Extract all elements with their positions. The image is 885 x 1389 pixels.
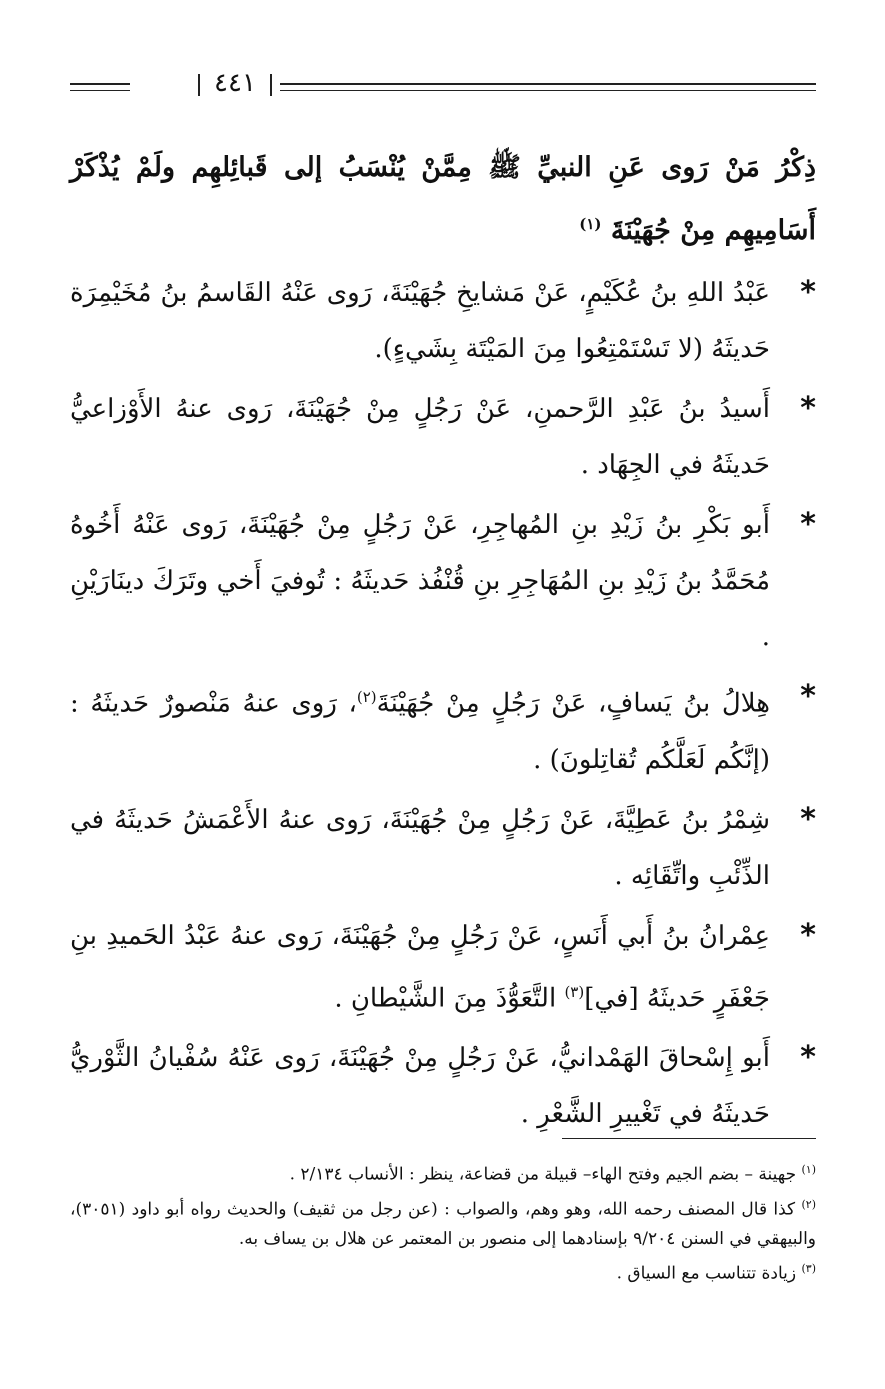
entry-text: شِمْرُ بنُ عَطِيَّةَ، عَنْ رَجُلٍ مِنْ جُهَيْنَةَ، رَوى عنهُ الأَعْمَشُ حَديثَهُ في الذِّئْبِ واتِّقَائِه . — [70, 804, 770, 891]
page-number: ٤٤١ — [214, 68, 256, 98]
chapter-title — [70, 140, 816, 259]
bullet-star-icon: * — [800, 507, 816, 542]
footnote-number: (٣) — [801, 1262, 816, 1276]
list-item — [70, 669, 816, 788]
entry-text: هِلالُ بنُ يَسافٍ، عَنْ رَجُلٍ مِنْ جُهَيْنَةَ — [376, 688, 770, 719]
entry-text: أَبو بَكْرِ بنُ زَيْدِ بنِ المُهاجِرِ، عَنْ رَجُلٍ مِنْ جُهَيْنَةَ، رَوى عَنْهُ أَخُوهُ مُحَمَّدُ بنُ زَيْدِ بنِ المُهَاجِرِ بنِ قُنْفُذ حَديثَهُ : تُوفيَ أَخي وتَرَكَ دينَارَيْنِ . — [70, 510, 770, 652]
header-rule-right — [280, 83, 816, 91]
footnote-number: (١) — [801, 1163, 816, 1176]
bullet-star-icon: * — [800, 275, 816, 310]
footnote-text: جهينة – بضم الجيم وفتح الهاء– قبيلة من قضاعة، ينظر : الأنساب ٢/١٣٤ . — [289, 1164, 797, 1185]
chapter-title-text: ذِكْرُ مَنْ رَوى عَنِ النبيِّ ﷺ مِمَّنْ يُنْسَبُ إلى قَبائِلهِم ولَمْ يُذْكَرْ أَسَامِيهِم مِنْ جُهَيْنَةَ — [70, 152, 816, 246]
footnote — [70, 1155, 816, 1190]
page-header — [70, 70, 816, 100]
header-rule-left — [70, 83, 130, 91]
footnote-text: زيادة تتناسب مع السياق . — [616, 1263, 797, 1284]
entry-text: عِمْرانُ بنُ أَبي أَنَسٍ، عَنْ رَجُلٍ مِنْ جُهَيْنَةَ، رَوى عنهُ عَبْدُ الحَميدِ بنِ جَعْفَرٍ حَديثَهُ [في] — [70, 920, 770, 1014]
bullet-star-icon: * — [800, 917, 816, 953]
list-item — [70, 265, 816, 377]
entry-text: التَّعَوُّذَ مِنَ الشَّيْطانِ . — [334, 983, 565, 1014]
footnote — [70, 1190, 816, 1255]
list-item — [70, 792, 816, 904]
entry-text: أَبو إِسْحاقَ الهَمْدانيُّ، عَنْ رَجُلٍ مِنْ جُهَيْنَةَ، رَوى عَنْهُ سُفْيانُ الثَّوْريُّ حَديثَهُ في تَغْييرِ الشَّعْرِ . — [70, 1043, 770, 1130]
footnote-number: (٢) — [801, 1197, 816, 1211]
entry-text: ، رَوى عنهُ مَنْصورٌ حَديثَهُ : (إنَّكُم لَعَلَّكُم تُقاتِلونَ) . — [70, 688, 770, 775]
footnote-text: كذا قال المصنف رحمه الله، وهو وهم، والصواب : (عن رجل من ثقيف) والحديث رواه أبو داود (٣٠٥١)، والبيهقي في السنن ٩/٢٠٤ بإسنادهما إلى منصور بن المعتمر عن هلال بن يساف به. — [70, 1199, 816, 1250]
bullet-star-icon: * — [800, 801, 816, 837]
main-text — [70, 140, 816, 1146]
footnote — [70, 1254, 816, 1289]
list-item — [70, 1030, 816, 1142]
list-item — [70, 908, 816, 1027]
footnote-reference: (٣) — [564, 982, 585, 1001]
entry-text: أَسيدُ بنُ عَبْدِ الرَّحمنِ، عَنْ رَجُلٍ مِنْ جُهَيْنَةَ، رَوى عنهُ الأَوْزاعيُّ حَديثَهُ في الجِهَاد . — [70, 394, 770, 480]
list-item — [70, 381, 816, 493]
footnotes — [70, 1155, 816, 1289]
footnote-reference: (٢) — [356, 688, 377, 706]
bullet-star-icon: * — [800, 391, 816, 426]
entry-text: عَبْدُ اللهِ بنُ عُكَيْمٍ، عَنْ مَشايخِ جُهَيْنَةَ، رَوى عَنْهُ القَاسمُ بنُ مُخَيْمِرَة حَديثَهُ (لا تَسْتَمْتِعُوا مِنَ المَيْتَة بِشَيءٍ). — [70, 278, 770, 364]
list-item — [70, 497, 816, 665]
footnote-separator — [562, 1138, 816, 1139]
bullet-star-icon: * — [800, 679, 816, 714]
bullet-star-icon: * — [800, 1040, 816, 1076]
narrator-list — [70, 265, 816, 1142]
footnote-reference: (١) — [579, 215, 602, 233]
header-divider — [270, 74, 272, 96]
